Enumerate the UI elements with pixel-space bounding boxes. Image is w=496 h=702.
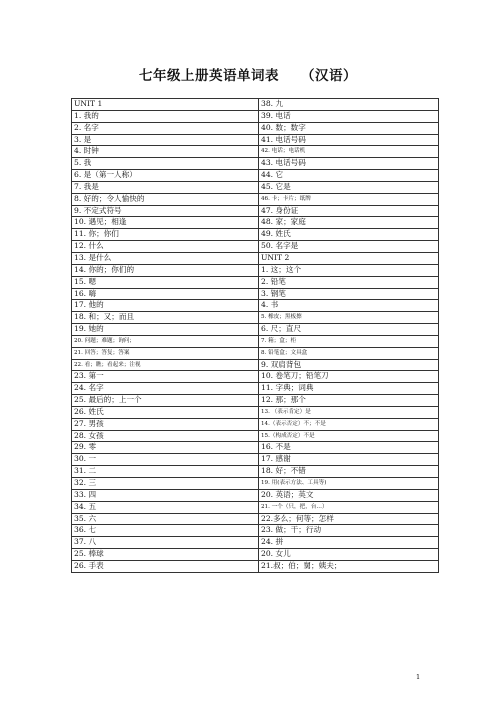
left-cell: 1. 我的: [72, 110, 259, 122]
right-cell: 20. 英语；英文: [259, 489, 439, 501]
table-row: [72, 252, 439, 264]
table-row: [72, 99, 439, 111]
left-cell: 33. 四: [72, 489, 259, 501]
left-cell: 4. 时钟: [72, 146, 259, 158]
left-cell: 27. 男孩: [72, 418, 259, 430]
right-cell: 15.（构成否定）不是: [259, 430, 439, 442]
table-row: [72, 300, 439, 312]
right-cell: 39. 电话: [259, 110, 439, 122]
right-cell: 49. 姓氏: [259, 229, 439, 241]
table-row: [72, 134, 439, 146]
right-cell: 38. 九: [259, 99, 439, 111]
left-cell: 17. 他的: [72, 300, 259, 312]
left-cell: 3. 是: [72, 134, 259, 146]
right-cell: 16. 不是: [259, 442, 439, 454]
page-number: 1: [416, 673, 421, 681]
table-row: [72, 347, 439, 359]
right-cell: 9. 双肩背包: [259, 359, 439, 371]
table-row: [72, 264, 439, 276]
right-cell: 50. 名字是: [259, 241, 439, 253]
table-row: [72, 430, 439, 442]
table-row: [72, 205, 439, 217]
left-cell: 2. 名字: [72, 122, 259, 134]
left-cell: 26. 手表: [72, 560, 259, 572]
table-row: [72, 229, 439, 241]
left-cell: 7. 我是: [72, 181, 259, 193]
right-cell: 42. 电话；电话机: [259, 146, 439, 158]
left-cell: 14. 你的；你们的: [72, 264, 259, 276]
left-cell: 37. 八: [72, 537, 259, 549]
left-cell: 15. 嗯: [72, 276, 259, 288]
right-cell: 22.多么；何等；怎样: [259, 513, 439, 525]
table-row: [72, 383, 439, 395]
table-row: [72, 406, 439, 418]
right-cell: 40. 数；数字: [259, 122, 439, 134]
right-cell: 7. 箱；盒；柜: [259, 335, 439, 347]
table-row: [72, 560, 439, 572]
right-cell: 5. 橡皮；黑板擦: [259, 312, 439, 324]
left-cell: 13. 是什么: [72, 252, 259, 264]
table-row: [72, 418, 439, 430]
right-cell: 1. 这；这个: [259, 264, 439, 276]
right-cell: 3. 钢笔: [259, 288, 439, 300]
left-cell: 11. 你；你们: [72, 229, 259, 241]
table-row: [72, 193, 439, 205]
vocabulary-table: [71, 98, 439, 573]
right-cell: 43. 电话号码: [259, 158, 439, 170]
table-row: [72, 478, 439, 490]
left-cell: 18. 和；又；而且: [72, 312, 259, 324]
right-cell: 14.（表示否定）不；不是: [259, 418, 439, 430]
right-cell: 6. 尺；直尺: [259, 324, 439, 336]
right-cell: 17. 感谢: [259, 454, 439, 466]
right-cell: 24. 拼: [259, 537, 439, 549]
right-cell: 45. 它是: [259, 181, 439, 193]
left-cell: 23. 第一: [72, 371, 259, 383]
table-row: [72, 241, 439, 253]
table-row: [72, 217, 439, 229]
table-row: [72, 110, 439, 122]
left-cell: 26. 姓氏: [72, 406, 259, 418]
left-cell: 12. 什么: [72, 241, 259, 253]
right-cell: 21.叔；伯；舅；姨夫；: [259, 560, 439, 572]
left-cell: 25. 最后的；上一个: [72, 395, 259, 407]
table-row: [72, 489, 439, 501]
left-cell: 9. 不定式符号: [72, 205, 259, 217]
right-cell: 20. 女儿: [259, 549, 439, 561]
right-cell: 41. 电话号码: [259, 134, 439, 146]
right-cell: 46. 卡；卡片；纸牌: [259, 193, 439, 205]
vocabulary-table-body: [72, 99, 439, 573]
right-cell: 48. 家；家庭: [259, 217, 439, 229]
left-cell: 6. 是（第一人称）: [72, 170, 259, 182]
right-cell: 47. 身份证: [259, 205, 439, 217]
title-subtitle: （汉语）: [301, 68, 357, 84]
table-row: [72, 537, 439, 549]
page-title: [0, 64, 496, 84]
table-row: [72, 122, 439, 134]
table-row: [72, 442, 439, 454]
right-cell: 4. 书: [259, 300, 439, 312]
left-cell: UNIT 1: [72, 99, 259, 111]
left-cell: 20. 问题；难题；询问；: [72, 335, 259, 347]
table-row: [72, 181, 439, 193]
left-cell: 28. 女孩: [72, 430, 259, 442]
table-row: [72, 335, 439, 347]
table-row: [72, 513, 439, 525]
right-cell: 18. 好；不错: [259, 466, 439, 478]
right-cell: 8. 铅笔盒；文具盒: [259, 347, 439, 359]
table-row: [72, 146, 439, 158]
table-row: [72, 170, 439, 182]
table-row: [72, 466, 439, 478]
left-cell: 21. 回答；答复；答案: [72, 347, 259, 359]
left-cell: 32. 三: [72, 478, 259, 490]
right-cell: 44. 它: [259, 170, 439, 182]
table-row: [72, 324, 439, 336]
right-cell: 11. 字典；词典: [259, 383, 439, 395]
left-cell: 22. 看；瞧；看起来；注视: [72, 359, 259, 371]
right-cell: 10. 卷笔刀；铅笔刀: [259, 371, 439, 383]
table-row: [72, 395, 439, 407]
right-cell: 2. 铅笔: [259, 276, 439, 288]
table-row: [72, 525, 439, 537]
table-row: [72, 549, 439, 561]
left-cell: 8. 好的；令人愉快的: [72, 193, 259, 205]
right-cell: 13. （表示肯定）是: [259, 406, 439, 418]
right-cell: 21. 一个（只，把，台…）: [259, 501, 439, 513]
table-row: [72, 371, 439, 383]
table-row: [72, 312, 439, 324]
left-cell: 24. 名字: [72, 383, 259, 395]
right-cell: 19. 用(表示方法、工具等): [259, 478, 439, 490]
left-cell: 30. 一: [72, 454, 259, 466]
left-cell: 19. 她的: [72, 324, 259, 336]
left-cell: 5. 我: [72, 158, 259, 170]
left-cell: 35. 六: [72, 513, 259, 525]
left-cell: 10. 遇见；相逢: [72, 217, 259, 229]
table-row: [72, 276, 439, 288]
left-cell: 34. 五: [72, 501, 259, 513]
title-text: 七年级上册英语单词表: [139, 68, 279, 84]
table-row: [72, 158, 439, 170]
table-row: [72, 288, 439, 300]
table-row: [72, 501, 439, 513]
right-cell: 23. 做；干；行动: [259, 525, 439, 537]
table-row: [72, 359, 439, 371]
left-cell: 25. 棒球: [72, 549, 259, 561]
left-cell: 31. 二: [72, 466, 259, 478]
left-cell: 29. 零: [72, 442, 259, 454]
left-cell: 16. 嗨: [72, 288, 259, 300]
table-row: [72, 454, 439, 466]
right-cell: UNIT 2: [259, 252, 439, 264]
right-cell: 12. 那；那个: [259, 395, 439, 407]
left-cell: 36. 七: [72, 525, 259, 537]
